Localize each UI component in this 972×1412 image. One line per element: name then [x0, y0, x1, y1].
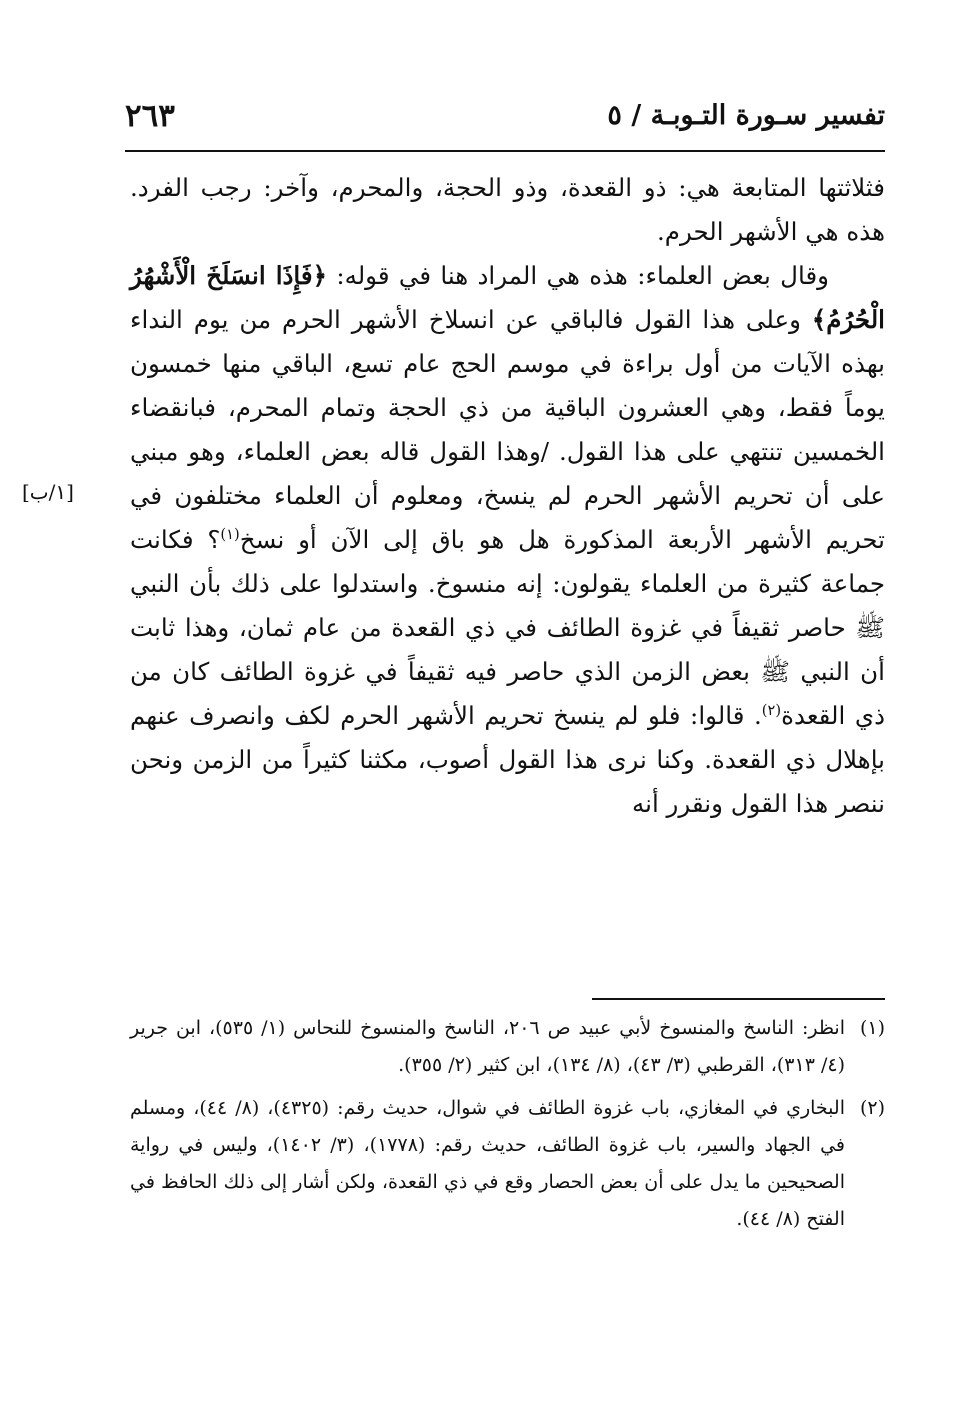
main-text — [130, 166, 885, 826]
footnote-ref-1[interactable]: (١) — [220, 525, 240, 543]
paragraph-2 — [130, 254, 885, 826]
footnote-text: انظر: الناسخ والمنسوخ لأبي عبيد ص ٢٠٦، الناسخ والمنسوخ للنحاس (١/ ٥٣٥)، ابن جرير (٤/ ٣١٣)، القرطبي (٣/ ٤٣)، (٨/ ١٣٤)، ابن كثير (٢/ ٣٥٥). — [130, 1017, 845, 1076]
footnote-ref-2[interactable]: (٢) — [761, 701, 782, 719]
footnote-number: (٢) — [859, 1097, 885, 1119]
paragraph-2-intro: وقال بعض العلماء: هذه هي المراد هنا في قوله: — [336, 261, 829, 290]
footnotes — [130, 1010, 885, 1244]
running-title: تفسير سـورة التـوبـة / ٥ — [607, 100, 885, 131]
footnote-1 — [130, 1010, 885, 1084]
page-header — [125, 98, 885, 148]
page-number: ٢٦٣ — [125, 98, 175, 134]
footnote-text: البخاري في المغازي، باب غزوة الطائف في شوال، حديث رقم: (٤٣٢٥)، (٨/ ٤٤)، ومسلم في الجهاد والسير، باب غزوة الطائف، حديث رقم: (١٧٧٨)، (٣/ ١٤٠٢)، وليس في رواية الصحيحين ما يدل على أن بعض الحصار وقع في ذي القعدة، ولكن أشار إلى ذلك الحافظ في الفتح (٨/ ٤٤). — [130, 1097, 846, 1230]
paragraph-2-part-c: ؟ فكانت جماعة كثيرة من العلماء يقولون: إنه منسوخ. واستدلوا على ذلك بأن النبي ﷺ حاصر ثقيفاً في غزوة الطائف في ذي القعدة من عام ثمان، وهذا ثابت أن النبي ﷺ بعض الزمن الذي حاصر فيه ثقيفاً في غزوة الطائف كان من ذي القعدة — [130, 525, 885, 730]
quran-verse: ﴿فَإِذَا انسَلَخَ الْأَشْهُرُ الْحُرُمُ﴾ — [130, 261, 885, 334]
footnote-rule — [592, 998, 885, 1000]
footnote-2 — [130, 1090, 885, 1238]
footnote-number: (١) — [859, 1017, 885, 1039]
manuscript-margin-ref: [١/ب] — [22, 480, 74, 504]
paragraph-2-part-d: . قالوا: فلو لم ينسخ تحريم الأشهر الحرم لكف وانصرف عنهم بإهلال ذي القعدة. وكنا نرى هذا القول أصوب، مكثنا كثيراً من الزمن ونحن ننصر هذا القول ونقرر أنه — [130, 701, 885, 818]
header-rule — [125, 150, 885, 152]
paragraph-2-part-b: وعلى هذا القول فالباقي عن انسلاخ الأشهر الحرم من يوم النداء بهذه الآيات من أول براءة في موسم الحج عام تسع، الباقي منها خمسون يوماً فقط، وهي العشرون الباقية من ذي الحجة وتمام المحرم، فبانقضاء الخمسين تنتهي على هذا القول. /وهذا القول قاله بعض العلماء، وهو مبني على أن تحريم الأشهر الحرم لم ينسخ، ومعلوم أن العلماء مختلفون في تحريم الأشهر الأربعة المذكورة هل هو باق إلى الآن أو نسخ — [130, 305, 885, 554]
paragraph-1: فثلاثتها المتابعة هي: ذو القعدة، وذو الحجة، والمحرم، وآخر: رجب الفرد. هذه هي الأشهر الحرم. — [130, 173, 885, 246]
